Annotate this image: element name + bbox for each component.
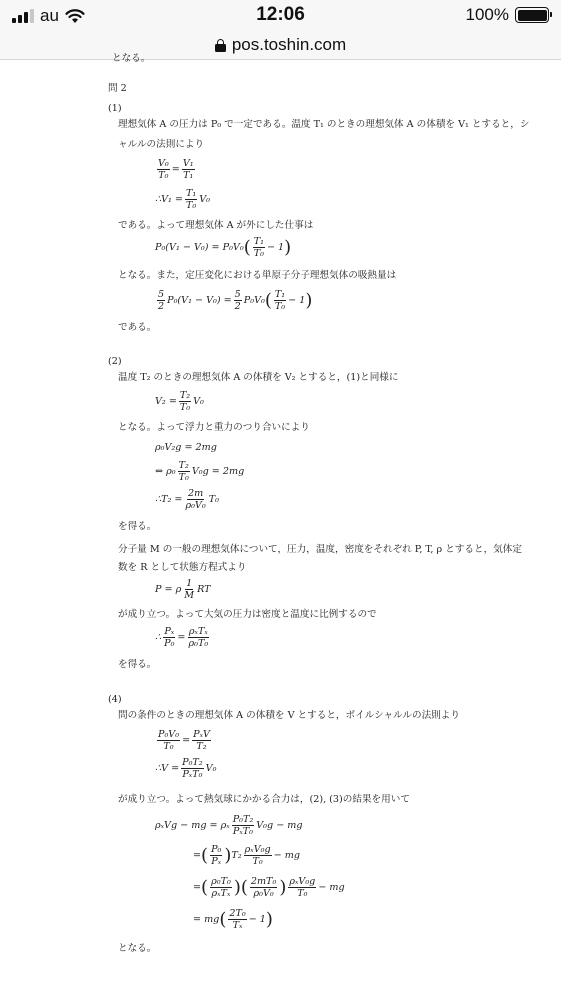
equation: P = ρ $\frac{1}{M}$ RT [155, 578, 211, 602]
question-heading: 問 2 [108, 83, 127, 94]
text-line: となる。また，定圧変化における単原子分子理想気体の吸熱量は [118, 270, 397, 281]
equation: ⇔ ρ₀ $\frac{\text{T₂}}{\text{T₀}}$ V₀g = 2mg [155, 460, 245, 484]
equation: ρₓVg − mg = ρₓ $\frac{\text{P₀T₂}}{\text{PₓT₀}}$ V₀g − mg [155, 814, 303, 838]
lock-icon [215, 39, 226, 52]
text-line: を得る。 [118, 521, 157, 532]
part-2-label: (2) [108, 356, 122, 367]
equation: ρ₀V₂g = 2mg [155, 442, 217, 453]
equation: V₂ = $\frac{\text{T₂}}{\text{T₀}}$ V₀ [155, 390, 204, 414]
battery-icon [515, 7, 549, 23]
clock: 12:06 [256, 4, 305, 25]
text-line: を得る。 [118, 659, 157, 670]
equation: $\frac{\text{P₀V₀}}{\text{T₀}}$ = $\frac{\text{PₓV}}{\text{T₂}}$ [158, 729, 210, 753]
part-4-label: (4) [108, 694, 122, 705]
battery-info [466, 5, 549, 25]
equation: = ( $\frac{\text{P₀}}{\text{Pₓ}}$ ) T₂ $\frac{\text{ρₓV₀g}}{\text{T₀}}$ − mg [193, 844, 300, 868]
text-line: となる。よって浮力と重力のつり合いにより [118, 422, 310, 433]
url-domain[interactable]: pos.toshin.com [231, 34, 347, 54]
equation: ∴T₂ = $\frac{2m}{\text{ρ₀V₀}}$ T₀ [155, 488, 219, 512]
equation: ∴V₁ = $\frac{\text{T₁}}{\text{T₀}}$ V₀ [155, 188, 210, 212]
text-line: である。 [118, 322, 157, 333]
text-line: 問の条件のときの理想気体 A の体積を V とすると，ボイルシャルルの法則より [118, 710, 460, 721]
carrier-name: au [40, 6, 59, 25]
text-line: である。よって理想気体 A が外にした仕事は [118, 220, 314, 231]
equation: ∴V = $\frac{\text{P₀T₂}}{\text{PₓT₀}}$ V₀ [155, 757, 217, 781]
equation: $\frac{5}{2}$ P₀(V₁ − V₀) = $\frac{5}{2}$ P₀V₀ ( $\frac{\text{T₁}}{\text{T₀}}$ − 1 ) [158, 289, 313, 313]
text-line: 分子量 M の一般の理想気体について，圧力，温度，密度をそれぞれ P, T, ρ とすると，気体定 [118, 544, 522, 555]
equation: = mg ( $\frac{\text{2T₀}}{\text{Tₓ}}$ − 1 ) [193, 908, 273, 932]
equation: P₀(V₁ − V₀) = P₀V₀ ( $\frac{\text{T₁}}{\text{T₀}}$ − 1 ) [155, 236, 292, 260]
address-bar[interactable] [0, 30, 561, 60]
battery-percent: 100% [465, 5, 509, 24]
part-1-label: (1) [108, 103, 122, 114]
text-line: が成り立つ。よって熱気球にかかる合力は，(2), (3)の結果を用いて [118, 794, 410, 805]
text-line: 理想気体 A の圧力は P₀ で一定である。温度 T₁ のときの理想気体 A の体積を V₁ とすると，シ [118, 119, 530, 130]
text-line: となる。 [118, 943, 157, 954]
equation: ∴ $\frac{\text{Pₓ}}{\text{P₀}}$ = $\frac{\text{ρₓTₓ}}{\text{ρ₀T₀}}$ [155, 626, 209, 650]
equation: $\frac{\text{V₀}}{\text{T₀}}$ = $\frac{\text{V₁}}{\text{T₁}}$ [158, 158, 194, 182]
equation: = ( $\frac{\text{ρ₀T₀}}{\text{ρₓTₓ}}$ )( $\frac{\text{2mT₀}}{\text{ρ₀V₀}}$ ) $\frac{\text{ρₓV₀g}}{\text{T₀}}$ − mg [193, 876, 345, 900]
cut-text: となる。 [112, 53, 151, 64]
text-line: 温度 T₂ のときの理想気体 A の体積を V₂ とすると，(1)と同様に [118, 372, 399, 383]
text-line: 数を R として状態方程式より [118, 562, 247, 573]
text-line: ャルルの法則により [118, 139, 205, 150]
document-page [0, 53, 561, 999]
status-bar [0, 0, 561, 30]
text-line: が成り立つ。よって大気の圧力は密度と温度に比例するので [118, 609, 377, 620]
